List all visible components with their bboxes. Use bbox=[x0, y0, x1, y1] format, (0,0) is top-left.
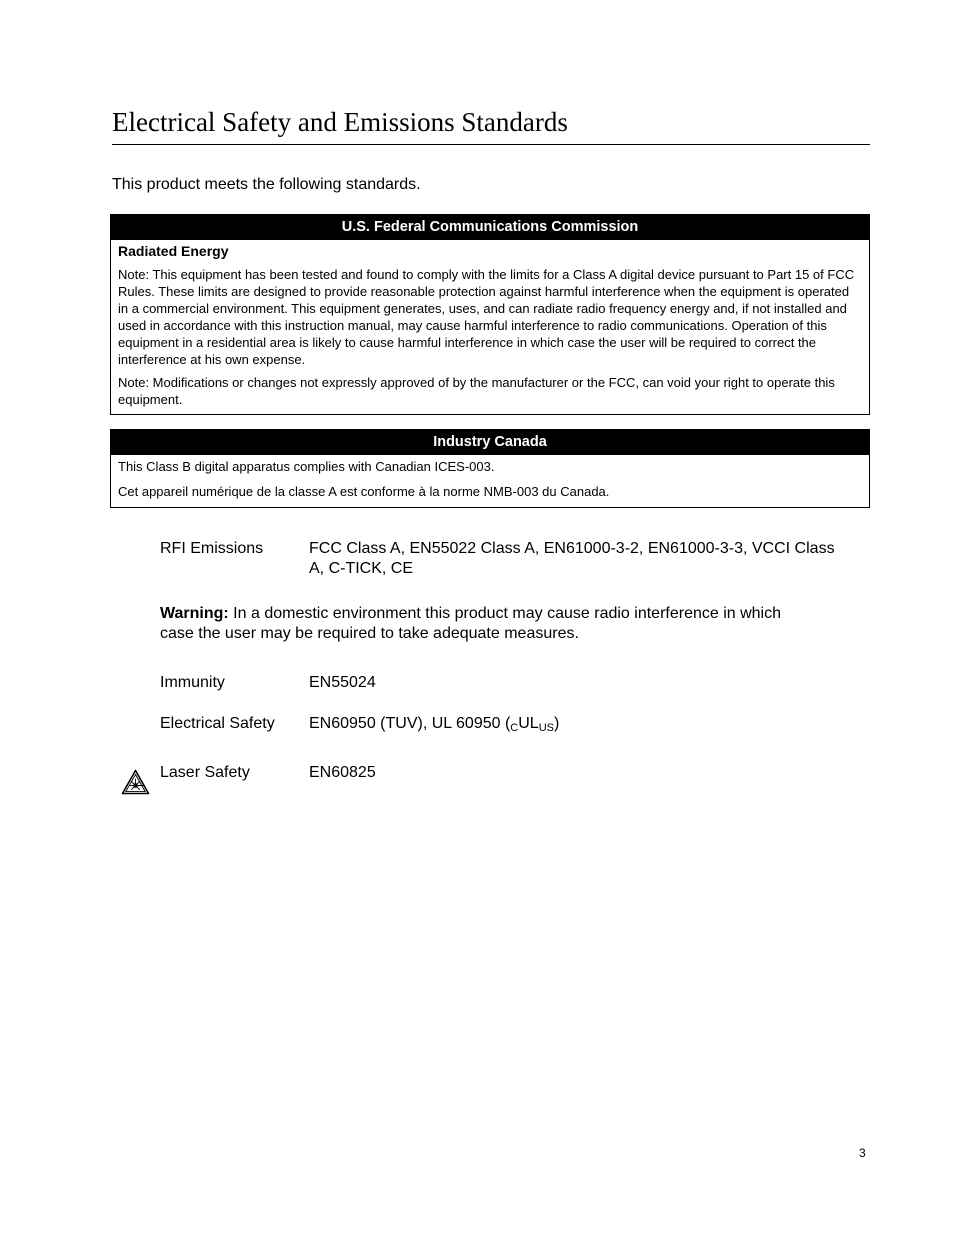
immunity-label: Immunity bbox=[160, 674, 225, 691]
electrical-safety-value bbox=[309, 714, 849, 734]
fcc-note-1: Note: This equipment has been tested and found to comply with the limits for a Class A digital device pursuant to Part 15 of FCC Rules. These limits are designed to provide reasonable protection against harmful interference when the equipment is operated in a commercial environment. This equipment generates, uses, and can radiate radio frequency energy and, if not installed and used in accordance with this instruction manual, may cause harmful interference to radio communications. Operation of this equipment in a residential area is likely to cause harmful interference in which case the user will be required to correct the interference at his own expense. bbox=[118, 267, 855, 367]
rfi-emissions-label: RFI Emissions bbox=[160, 540, 264, 557]
immunity-row bbox=[160, 673, 860, 693]
industry-canada-line-1: This Class B digital apparatus complies with Canadian ICES-003. bbox=[118, 459, 495, 474]
warning-text bbox=[160, 604, 800, 644]
immunity-value: EN55024 bbox=[309, 674, 376, 691]
fcc-box-header: U.S. Federal Communications Commission bbox=[111, 215, 869, 240]
laser-warning-icon bbox=[121, 769, 150, 795]
warning-label: Warning: bbox=[160, 605, 229, 622]
warning-body: In a domestic environment this product may cause radio interference in which case the user may be required to take adequate measures. bbox=[160, 605, 782, 642]
electrical-safety-value-prefix: EN60950 (TUV), UL 60950 ( bbox=[309, 715, 511, 732]
laser-safety-row bbox=[160, 763, 860, 783]
page-title: Electrical Safety and Emissions Standards bbox=[112, 104, 870, 145]
industry-canada-box bbox=[110, 429, 870, 508]
rfi-emissions-value: FCC Class A, EN55022 Class A, EN61000-3-2, EN61000-3-3, VCCI Class A, C-TICK, CE bbox=[309, 540, 835, 577]
electrical-safety-value-suffix: ) bbox=[553, 715, 560, 732]
industry-canada-line-2: Cet appareil numérique de la classe A est conforme à la norme NMB-003 du Canada. bbox=[118, 484, 610, 499]
page-number: 3 bbox=[859, 1146, 866, 1160]
fcc-note-2: Note: Modifications or changes not expressly approved of by the manufacturer or the FCC, can void your right to operate this equipment. bbox=[118, 375, 835, 407]
industry-canada-header: Industry Canada bbox=[111, 430, 869, 455]
cul-subscript-us: US bbox=[538, 722, 554, 734]
laser-safety-label: Laser Safety bbox=[160, 764, 250, 781]
cul-ul: UL bbox=[518, 715, 539, 732]
cul-subscript-c: C bbox=[510, 722, 519, 734]
fcc-subheading: Radiated Energy bbox=[118, 243, 229, 259]
intro-text: This product meets the following standards. bbox=[112, 176, 421, 193]
electrical-safety-row bbox=[160, 714, 860, 734]
electrical-safety-label: Electrical Safety bbox=[160, 715, 275, 732]
rfi-emissions-row bbox=[160, 539, 860, 579]
fcc-box bbox=[110, 214, 870, 415]
laser-safety-value: EN60825 bbox=[309, 764, 376, 781]
